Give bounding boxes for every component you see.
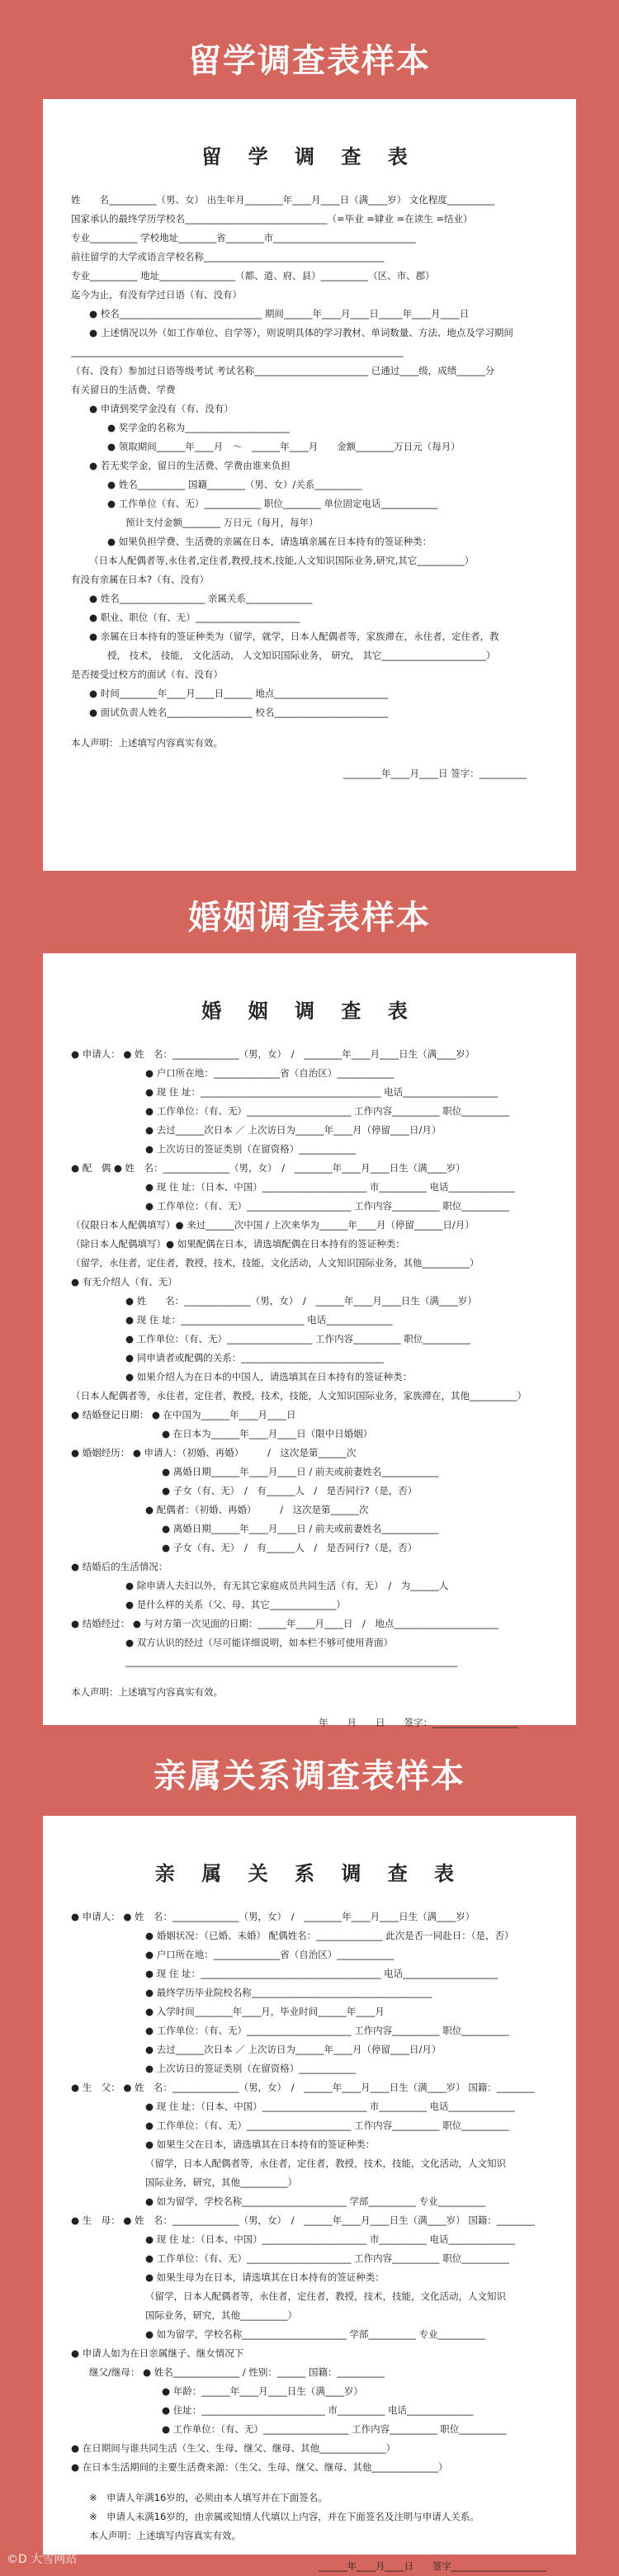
form-line: 姓 名__________（男、女） 出生年月________年____月____日（满____岁） 文化程度__________: [71, 194, 495, 206]
form-line: ● 工作单位：（有、无）__________________ 工作内容__________ 职位__________: [125, 1333, 470, 1345]
study-survey-title: 留 学 调 查 表: [201, 145, 418, 168]
form-line: （留学，永住者，定住者，教授，技术，技能，文化活动，人文知识国际业务，其他__________）: [71, 1257, 480, 1269]
form-line: ● 上次访日的签证类别（在留资格）____________: [145, 2063, 357, 2074]
form-line: ● 在日本为______年____月____日（限中日婚姻）: [162, 1428, 373, 1439]
form-line: 前往留学的大学或语言学校名称______________________________________: [71, 251, 385, 262]
form-line: ● 工作单位（有、无）____________ 职位________ 单位固定电话____________: [107, 498, 438, 509]
form-line: ※ 申请人未满16岁的，由亲属或知情人代填以上内容，并在下面签名及注明与申请人关系。: [89, 2511, 480, 2522]
section-heading-study: 留学调查表样本: [188, 42, 431, 80]
form-line: ● 申请人如为在日亲属继子、继女情况下: [71, 2347, 244, 2359]
form-line: ● 户口所在地：______________省（自治区）____________: [145, 1067, 395, 1079]
form-line: ● 子女（有、无） / 有______人 / 是否同行?（是，否）: [162, 1485, 418, 1496]
form-line: ● 离婚日期______年____月____日 / 前夫或前妻姓名____________: [162, 1523, 439, 1534]
form-line: ※ 申请人年满16岁的，必须由本人填写并在下面签名。: [89, 2492, 328, 2503]
form-line: ● 如为留学，学校名称______________________ 学部__________ 专业__________: [145, 2328, 485, 2340]
form-line: ● 奖学金的名称为______________________: [107, 422, 290, 433]
form-line: ● 子女（有、无） / 有______人 / 是否同行?（是，否）: [162, 1542, 418, 1553]
relative-survey-title: 亲 属 关 系 调 查 表: [154, 1862, 465, 1885]
form-line: ● 姓名__________________ 亲属关系______________: [89, 593, 313, 604]
marriage-survey-title: 婚 姻 调 查 表: [201, 1000, 418, 1023]
form-line: 是否接受过校方的面试（有、没有）: [71, 669, 223, 680]
form-line: ● 生 母： ● 姓 名：______________（男，女） / ______年____月____日生（满____岁） 国籍：________: [71, 2214, 535, 2226]
relative-survey-card: [43, 1816, 576, 2572]
form-line: （日本人配偶者等,永住者,定住者,教授,技术,技能,人文知识国际业务,研究,其它__________）: [89, 555, 475, 566]
form-line: ● 申请人： ● 姓 名：______________（男，女） / ________年____月____日生（满____岁）: [71, 1048, 475, 1060]
form-line: ● 上述情况以外（如工作单位、自学等），则说明具体的学习教材、单词数量、方法、地点及学习期间: [89, 327, 513, 338]
form-line: ______________________________________________________________________: [125, 1656, 458, 1667]
form-line: 国际业务，研究，其他__________）: [145, 2309, 297, 2321]
form-line: 专业__________ 学校地址________省________市______________________________: [71, 232, 416, 243]
form-line: ● 配偶者：（初婚、再婚） / 这次是第______次: [145, 1504, 369, 1515]
form-line: ● 工作单位：（有、无）______________________ 工作内容__________ 职位__________: [145, 1105, 509, 1117]
form-line: [71, 1702, 548, 1713]
form-line: ______________________________________________________________________: [71, 346, 404, 357]
form-line: ● 现 住 址：______________________________________ 电话____________________: [145, 1968, 499, 1979]
form-line: 有没有亲属在日本?（有、没有）: [71, 574, 210, 585]
form-line: [71, 722, 548, 734]
marriage-survey-body: [71, 1045, 548, 1732]
form-line: ● 如果负担学费、生活费的亲属在日本，请选填亲属在日本持有的签证种类：: [107, 536, 432, 547]
form-line: ● 在日期间与谁共同生活（生父、生母、继父、继母、其他______________）: [71, 2442, 396, 2454]
form-line: ● 亲属在日本持有的签证种类为（留学，就学，日本人配偶者等，家族滞在，永住者，定住者，教: [89, 631, 499, 642]
form-line: 国际业务，研究，其他__________）: [145, 2177, 297, 2188]
form-line: ● 现 住 址：（日本、中国）______________________ 市__________ 电话______________: [145, 2233, 516, 2245]
form-line: ● 工作单位：（有、无）______________________ 工作内容__________ 职位__________: [145, 2025, 509, 2036]
form-line: ● 职业、职位（有、无）______________________: [89, 612, 300, 623]
form-line: ● 工作单位：（有、无）__________________ 工作内容__________ 职位__________: [162, 2423, 507, 2435]
form-line: ● 户口所在地：______________省（自治区）____________: [145, 1949, 395, 1960]
form-line: （日本人配偶者等，永住者，定住者，教授，技术，技能，人文知识国际业务，家族滞在，其他__________）: [71, 1390, 527, 1401]
form-line: ● 姓名__________ 国籍________（男、女）/关系__________: [107, 479, 362, 490]
form-line: ● 入学时间________年____月，毕业时间______年____月: [145, 2006, 385, 2017]
form-line: ● 配 偶 ● 姓 名：______________（男，女） / ________年____月____日生（满____岁）: [71, 1162, 465, 1174]
form-line: ● 除申请人夫妇以外，有无其它家庭成员共同生活（有，无） / 为______人: [125, 1580, 449, 1591]
form-line: 授， 技术， 技能， 文化活动， 人文知识国际业务， 研究， 其它______________________）: [107, 650, 496, 661]
form-line: ● 现 住 址：（日本、中国）______________________ 市__________ 电话______________: [145, 1181, 516, 1193]
form-line: 本人声明：上述填写内容真实有效。: [89, 2530, 241, 2541]
form-line: ● 住址：__________________________ 市__________ 电话______________: [162, 2404, 474, 2416]
form-line: （除日本人配偶填写）● 如果配偶在日本，请选填配偶在日本持有的签证种类：: [71, 1238, 405, 1250]
form-line: ● 领取期间______年____月 ～ ______年____月 金额________万日元（每月）: [107, 441, 461, 452]
form-line: 迄今为止，有没有学过日语（有、没有）: [71, 289, 242, 300]
study-survey-body: [71, 191, 548, 783]
form-line: （留学，日本人配偶者等，永住者，定住者，教授，技术，技能，文化活动，人文知识: [145, 2290, 506, 2302]
form-line: ________年____月____日 签字：__________: [343, 768, 527, 779]
form-line: （有、没有）参加过日语等级考试 考试名称________________________ 已通过____级，成绩______分: [71, 365, 495, 376]
form-line: ● 同申请者或配偶的关系：______________________________: [125, 1352, 384, 1364]
form-line: ● 在日本生活期间的主要生活费来源：（生父、生母、继父、继母、其他______________）: [71, 2461, 448, 2473]
form-line: ● 如果介绍人为在日本的中国人，请选填其在日本持有的签证种类：: [125, 1371, 413, 1383]
form-line: [71, 2545, 548, 2557]
form-line: ______年____月____日 签字____________________: [319, 2560, 546, 2572]
form-line: ● 生 父： ● 姓 名：______________（男，女） / ______年____月____日生（满____岁） 国籍：________: [71, 2082, 535, 2093]
form-line: （留学，日本人配偶者等，永住者，定住者，教授，技术，技能，文化活动，人文知识: [145, 2158, 506, 2169]
form-line: ● 如为留学，学校名称______________________ 学部__________ 专业__________: [145, 2196, 485, 2207]
form-line: 预计支付金额________ 万日元（每月，每年）: [125, 517, 319, 528]
form-line: ● 双方认识的经过（尽可能详细说明，如本栏不够可使用背面）: [125, 1637, 394, 1648]
form-line: ● 若无奖学金，留日的生活费、学费由谁来负担: [89, 460, 291, 471]
form-line: 国家承认的最终学历学校名______________________________（=毕业 =肄业 =在读生 =结业）: [71, 213, 473, 225]
form-line: [71, 2477, 548, 2489]
form-line: ● 婚姻状况：（已婚、未婚） 配偶姓名：______________ 此次是否一同赴日：（是，否）: [145, 1930, 514, 1941]
form-line: ● 申请人： ● 姓 名：______________（男，女） / ________年____月____日生（满____岁）: [71, 1911, 475, 1922]
section-heading-marriage: 婚姻调查表样本: [188, 899, 431, 937]
form-line: ● 面试负责人姓名__________________ 校名________________________: [89, 707, 389, 718]
form-line: ● 上次访日的签证类别（在留资格）____________: [145, 1143, 357, 1155]
form-line: ● 结婚后的生活情况：: [71, 1561, 168, 1572]
form-line: ● 有无介绍人（有、无）: [71, 1276, 177, 1288]
form-line: ● 去过______次日本 ／ 上次访日为______年____月（停留____日/月）: [145, 1124, 442, 1136]
form-line: ● 申请到奖学金没有（有、没有）: [89, 403, 234, 414]
form-line: ● 年龄：______年____月____日生（满____岁）: [162, 2385, 363, 2397]
form-line: ● 现 住 址：__________________________ 电话______________: [125, 1314, 393, 1326]
form-line: 继父/继母： ● 姓名______________ / 性别：______ 国籍：__________: [89, 2366, 385, 2378]
form-line: 本人声明：上述填写内容真实有效。: [71, 1686, 223, 1698]
form-line: ● 现 住 址：（日本、中国）______________________ 市__________ 电话______________: [145, 2101, 516, 2112]
form-line: ● 是什么样的关系（父、母、其它______________）: [125, 1599, 346, 1610]
form-line: 本人声明：上述填写内容真实有效。: [71, 737, 223, 749]
form-line: （仅限日本人配偶填写）● 来过______次中国 / 上次来华为______年____月（停留______日/月）: [71, 1219, 475, 1231]
form-line: ● 去过______次日本 ／ 上次访日为______年____月（停留____日/月）: [145, 2044, 442, 2055]
form-line: ● 婚姻经历： ● 申请人：（初婚、再婚） / 这次是第______次: [71, 1447, 357, 1458]
form-line: 有关留日的生活费、学费: [71, 384, 176, 395]
form-line: 专业__________ 地址________________（都、道、府、县）__________（区、市、郡）: [71, 270, 435, 281]
relative-survey-body: [71, 1907, 548, 2576]
form-line: ● 工作单位：（有、无）______________________ 工作内容__________ 职位__________: [145, 2252, 509, 2264]
form-line: 年 月 日 签字：__________________: [319, 1717, 518, 1728]
form-line: ● 工作单位：（有、无）______________________ 工作内容__________ 职位__________: [145, 1200, 509, 1212]
marriage-survey-card: [43, 953, 576, 1728]
form-line: ● 结婚经过： ● 与对方第一次见面的日期：______年____月____日 / 地点______________________: [71, 1618, 499, 1629]
form-line: ● 姓 名：______________（男，女） / ______年____月____日生（满____岁）: [125, 1295, 477, 1307]
form-line: ● 如果生父在日本，请选填其在日本持有的签证种类：: [145, 2139, 376, 2150]
form-line: [71, 753, 548, 764]
form-line: ● 结婚登记日期： ● 在中国为______年____月____日: [71, 1409, 296, 1420]
watermark-text: ©D 大雪网站: [7, 2553, 78, 2566]
form-line: [71, 1671, 548, 1683]
form-line: ● 离婚日期______年____月____日 / 前夫或前妻姓名____________: [162, 1466, 439, 1477]
form-line: ● 工作单位：（有、无）______________________ 工作内容__________ 职位__________: [145, 2120, 509, 2131]
form-line: ● 最终学历毕业院校名称______________________________________: [145, 1987, 432, 1998]
form-line: ● 时间________年____月____日______ 地点________________________: [89, 688, 389, 699]
form-line: ● 如果生母为在日本，请选填其在日本持有的签证种类：: [145, 2271, 385, 2283]
section-heading-relative: 亲属关系调查表样本: [154, 1757, 465, 1795]
study-survey-card: [43, 99, 576, 871]
form-line: ● 校名______________________________ 期间______年____月____日_____年____月____日: [89, 308, 470, 319]
form-line: ● 现 住 址：______________________________________ 电话____________________: [145, 1086, 499, 1098]
